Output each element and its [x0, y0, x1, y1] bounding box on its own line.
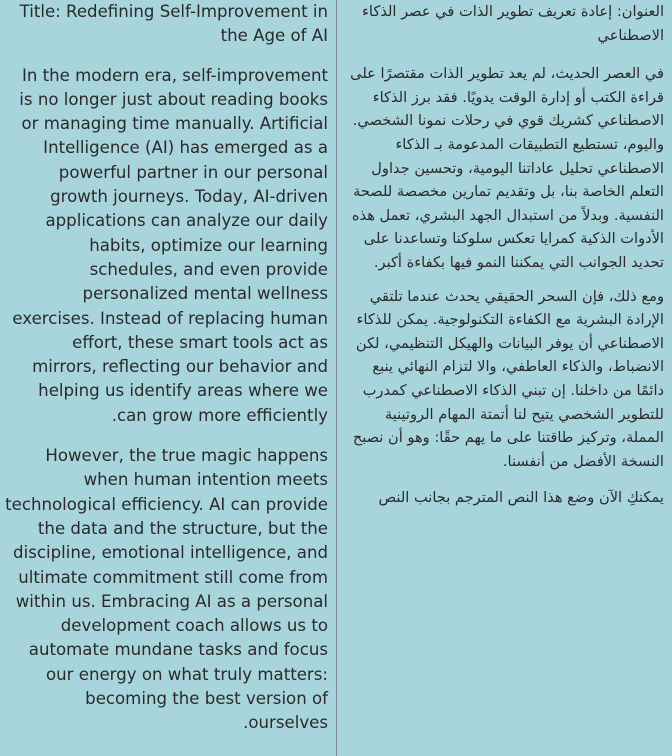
arabic-paragraph-3: يمكنكِ الآن وضع هذا النص المترجم بجانب النص — [378, 489, 664, 507]
arabic-paragraph-1: في العصر الحديث، لم يعد تطوير الذات مقتصرًا على قراءة الكتب أو إدارة الوقت يدويًا. فقد برز الذكاء الاصطناعي كشريك قوي في رحلات نمونا الشخصي. واليوم، تستطيع التطبيقات المدعومة بـ الذكاء الاصطناعي تحليل عاداتنا اليومية، وتحسين جداول التعلم الخاصة بنا، بل وتقديم تمارين مخصصة للصحة النفسية. وبدلاً من استبدال الجهد البشري، تعمل هذه الأدوات الذكية كمرايا تعكس سلوكنا وتساعدنا على تحديد الجوانب التي يمكننا النمو فيها بكفاءة أكبر. — [350, 65, 664, 271]
english-column — [4, 0, 328, 736]
english-title: Title: Redefining Self-Improvement in the Age of AI — [19, 2, 328, 46]
arabic-paragraph-2: ومع ذلك، فإن السحر الحقيقي يحدث عندما تلتقي الإرادة البشرية مع الكفاءة التكنولوجية. يمكن للذكاء الاصطناعي أن يوفر البيانات والهيكل التنظيمي، لكن الانضباط، والذكاء العاطفي، والا لتزام النهائي ينبع دائمًا من داخلنا. إن تبني الذكاء الاصطناعي كمدرب للتطوير الشخصي يتيح لنا أتمتة المهام الروتينية المملة، وتركيز طاقتنا على ما يهم حقًا: وهو أن نصبح النسخة الأفضل من أنفسنا. — [352, 287, 664, 470]
english-paragraph-2: However, the true magic happens when human intention meets technological efficiency. AI can provide the data and the structure, but the discipline, emotional intelligence, and ultimate commitment still come from within us. Embracing AI as a personal development coach allows us to automate mundane tasks and focus our energy on what truly matters: becoming the best version of ourselves. — [5, 446, 328, 733]
column-divider — [336, 0, 337, 756]
english-paragraph-1: In the modern era, self-improvement is no longer just about reading books or managing time manually. Artificial Intelligence (AI) has emerged as a powerful partner in our personal growth journeys. Today, AI-driven applications can analyze our daily habits, optimize our learning schedules, and even provide personalized mental wellness exercises. Instead of replacing human effort, these smart tools act as mirrors, reflecting our behavior and helping us identify areas where we can grow more efficiently. — [12, 65, 328, 425]
arabic-title: العنوان: إعادة تعريف تطوير الذات في عصر الذكاء الاصطناعي — [362, 3, 664, 44]
arabic-column — [342, 0, 664, 510]
